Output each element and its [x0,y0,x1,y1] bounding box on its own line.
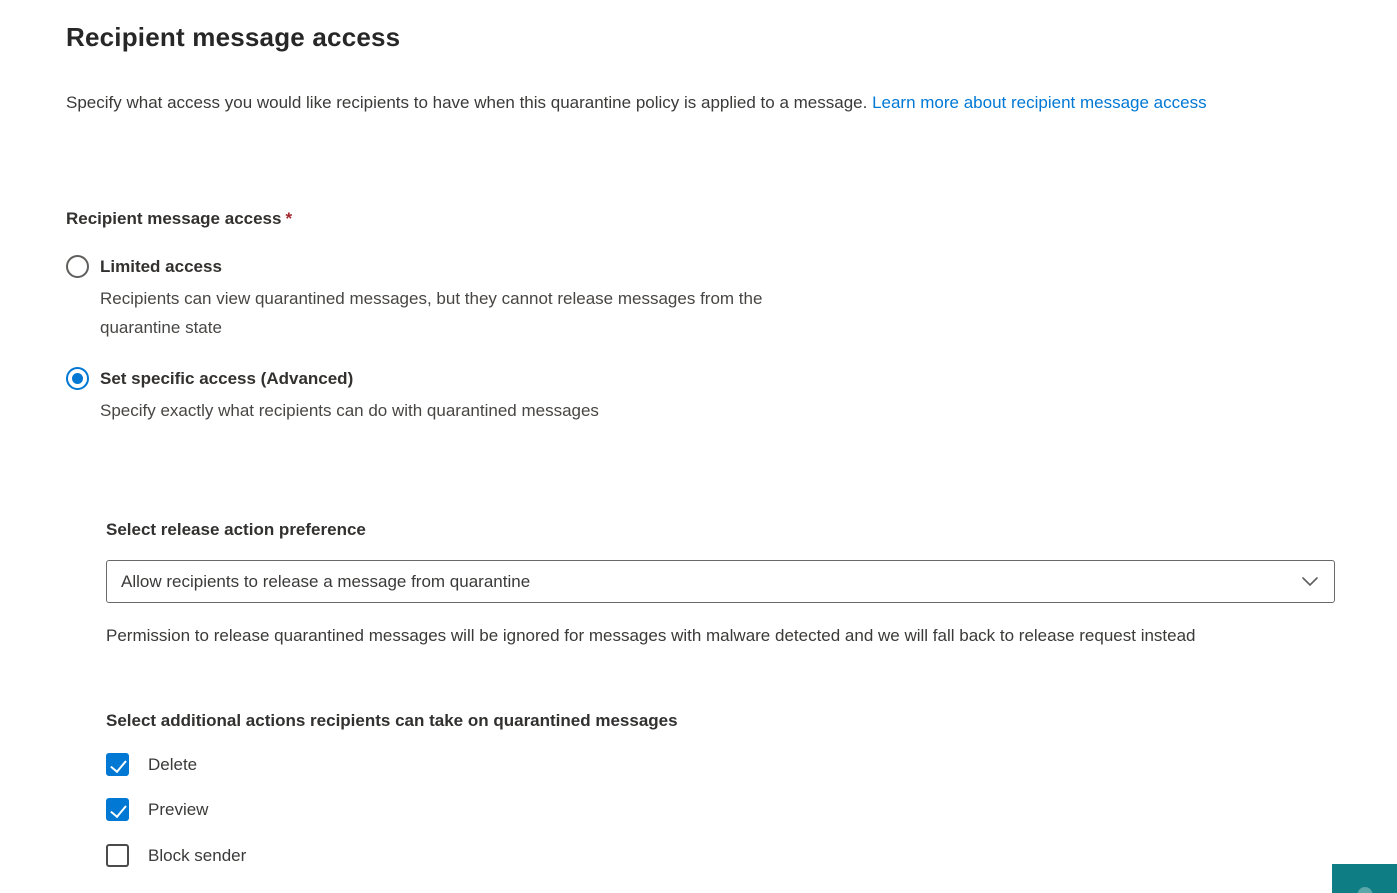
page-title: Recipient message access [66,22,401,52]
radio-option-description: Specify exactly what recipients can do with quarantined messages [100,401,599,420]
release-preference-dropdown[interactable] [106,560,1335,603]
feedback-person-icon [1357,887,1372,893]
radio-option-set-specific-access[interactable] [66,367,599,425]
checkbox-icon[interactable] [106,844,129,867]
intro-text-body: Specify what access you would like recipients to have when this quarantine policy is applied to a message. [66,93,873,112]
checkbox-label: Preview [148,799,209,819]
radio-button-icon[interactable] [66,255,89,278]
field-label-text: Recipient message access [66,209,282,228]
checkbox-icon[interactable] [106,753,129,776]
checkbox-icon[interactable] [106,798,129,821]
recipient-access-field-label [66,209,292,229]
release-permission-note: Permission to release quarantined messages will be ignored for messages with malware detected and we will fall back to release request instead [106,626,1196,645]
radio-option-limited-access[interactable] [66,255,765,342]
learn-more-link[interactable]: Learn more about recipient message access [872,93,1207,112]
intro-text [66,88,1207,117]
radio-option-label: Limited access [100,256,222,276]
chevron-down-icon [1302,577,1318,587]
checkbox-row-preview[interactable] [106,798,208,821]
dropdown-selected-value: Allow recipients to release a message from quarantine [121,571,531,591]
checkbox-label: Block sender [148,845,247,865]
feedback-button[interactable] [1332,864,1397,893]
radio-option-description: Recipients can view quarantined messages, but they cannot release messages from the quarantine state [100,289,763,337]
radio-button-icon[interactable] [66,367,89,390]
release-preference-label: Select release action preference [106,520,366,539]
checkbox-row-block-sender[interactable] [106,844,246,867]
checkbox-label: Delete [148,754,198,774]
additional-actions-label: Select additional actions recipients can take on quarantined messages [106,711,678,730]
required-asterisk: * [285,209,293,228]
radio-option-label: Set specific access (Advanced) [100,368,354,388]
checkbox-row-delete[interactable] [106,753,197,776]
